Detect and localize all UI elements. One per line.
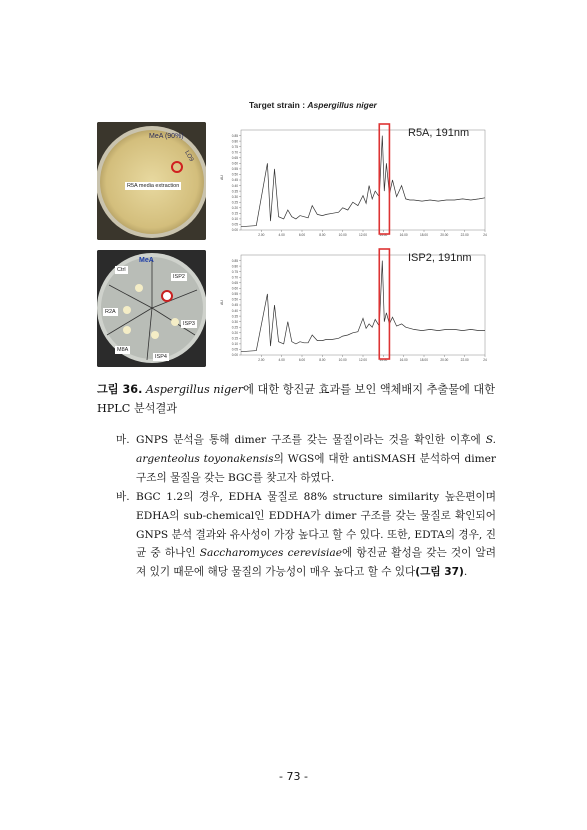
x-tick-label: 6.00 xyxy=(298,358,306,362)
p1-text-1: GNPS 분석을 통해 dimer 구조를 갖는 물질이라는 것을 확인한 이후에 xyxy=(136,434,486,446)
plate2-label-m8a: M8A xyxy=(117,347,129,353)
y-tick-label: 0.75 xyxy=(231,269,238,274)
x-tick-label: 20.00 xyxy=(440,358,449,362)
x-tick-label: 12.00 xyxy=(359,358,367,362)
hplc-chart-r5a-svg xyxy=(215,122,491,242)
y-tick-label: 0.45 xyxy=(231,178,238,183)
y-tick-label: 0.50 xyxy=(231,172,238,177)
x-tick-label: 22.00 xyxy=(460,233,469,237)
hplc-chart-isp2-svg xyxy=(215,247,491,367)
plate2-label-ctrl: Ctrl xyxy=(117,267,126,273)
y-tick-label: 0.70 xyxy=(231,275,238,280)
caption-species: Aspergillus niger xyxy=(145,383,244,396)
highlight-box xyxy=(379,249,389,359)
plot-frame xyxy=(241,130,485,230)
plate1-mark-mea: MeA (90%) xyxy=(149,133,184,140)
x-tick-label: 20.00 xyxy=(440,233,449,237)
petri-dish-r5a-image xyxy=(97,122,206,240)
chart-isp2-label: ISP2, 191nm xyxy=(408,252,472,264)
petri-dish-multi xyxy=(97,250,206,367)
x-tick-label: 12.00 xyxy=(359,233,367,237)
y-tick-label: 0.85 xyxy=(231,133,238,138)
y-tick-label: 0.75 xyxy=(231,144,238,149)
target-strain-title xyxy=(249,100,377,110)
y-tick-label: 0.50 xyxy=(231,297,238,302)
y-tick-label: 0.05 xyxy=(231,347,238,352)
y-tick-label: 0.05 xyxy=(231,222,238,227)
y-tick-label: 0.40 xyxy=(231,308,238,313)
y-tick-label: 0.30 xyxy=(231,194,238,199)
y-tick-label: 0.25 xyxy=(231,200,238,205)
p1-text-2: 의 WGS에 대한 antiSMASH 분석하여 dimer 구조의 물질을 갖는 BGC를 찾고자 하였다. xyxy=(136,452,496,484)
y-tick-label: 0.65 xyxy=(231,280,238,285)
paragraph-body xyxy=(136,431,496,487)
y-tick-label: 0.55 xyxy=(231,167,238,172)
figure-reference: (그림 37) xyxy=(415,566,464,579)
x-tick-label: 10.00 xyxy=(338,358,347,362)
x-tick-label: 16.00 xyxy=(399,358,408,362)
caption-text: 에 대한 항진균 효과를 보인 액체배지 추출물에 대한 HPLC 분석결과 xyxy=(97,383,496,415)
y-tick-label: 0.80 xyxy=(231,264,238,269)
y-tick-label: 0.00 xyxy=(231,228,238,233)
x-tick-label: 24 xyxy=(483,233,487,237)
x-tick-label: 2.00 xyxy=(258,233,265,237)
y-tick-label: 0.55 xyxy=(231,292,238,297)
p2-species: Saccharomyces cerevisiae xyxy=(199,547,342,560)
target-prefix: Target strain : xyxy=(249,100,308,110)
p1-species: S. argenteolus toyonakensis xyxy=(136,434,496,465)
paragraph-ba xyxy=(116,488,496,582)
x-tick-label: 4.00 xyxy=(278,233,285,237)
x-tick-label: 8.00 xyxy=(319,233,326,237)
figure-caption xyxy=(97,380,495,418)
x-tick-label: 14.00 xyxy=(379,233,388,237)
y-tick-label: 0.70 xyxy=(231,150,238,155)
figure-36 xyxy=(97,97,490,367)
target-species: Aspergillus niger xyxy=(307,100,377,110)
paragraph-marker: 마. xyxy=(116,434,130,446)
plate2-label-isp3: ISP3 xyxy=(183,321,195,327)
y-tick-label: 0.45 xyxy=(231,303,238,308)
paragraph-marker: 바. xyxy=(116,491,130,503)
x-tick-label: 2.00 xyxy=(258,358,265,362)
y-axis-label: AU xyxy=(220,175,224,180)
y-tick-label: 0.80 xyxy=(231,139,238,144)
chart-r5a-label: R5A, 191nm xyxy=(408,127,470,139)
plot-frame xyxy=(241,255,485,355)
plate1-mark-code: LO9 xyxy=(183,150,195,163)
caption-label: 그림 36. xyxy=(97,383,143,396)
y-tick-label: 0.10 xyxy=(231,342,238,347)
y-tick-label: 0.35 xyxy=(231,189,238,194)
y-tick-label: 0.35 xyxy=(231,314,238,319)
chromatogram-trace xyxy=(241,261,485,352)
chromatogram-trace xyxy=(241,136,485,227)
y-tick-label: 0.15 xyxy=(231,336,238,341)
plate2-label-r2a: R2A xyxy=(105,309,116,315)
y-tick-label: 0.10 xyxy=(231,217,238,222)
y-tick-label: 0.20 xyxy=(231,205,238,210)
x-tick-label: 8.00 xyxy=(319,358,326,362)
x-tick-label: 18.00 xyxy=(420,358,428,362)
y-tick-label: 0.60 xyxy=(231,161,238,166)
page-number: - 73 - xyxy=(279,770,308,783)
x-tick-label: 16.00 xyxy=(399,233,408,237)
plate2-label-isp2: ISP2 xyxy=(173,274,185,280)
x-tick-label: 24 xyxy=(483,358,487,362)
y-axis-label: AU xyxy=(220,300,224,305)
petri-dish-r5a xyxy=(97,122,206,240)
y-tick-label: 0.00 xyxy=(231,353,238,358)
y-tick-label: 0.60 xyxy=(231,286,238,291)
y-tick-label: 0.85 xyxy=(231,258,238,263)
plate1-media-label: R5A media extraction xyxy=(127,183,180,189)
paragraph-ma xyxy=(116,431,496,487)
x-tick-label: 22.00 xyxy=(460,358,469,362)
x-tick-label: 4.00 xyxy=(278,358,285,362)
p2-end: . xyxy=(463,566,468,579)
p2-text-2: 에 항진균 활성을 갖는 것이 알려져 있기 때문에 해당 물질의 가능성이 매우 높다고 할 수 있다 xyxy=(136,547,496,579)
y-tick-label: 0.65 xyxy=(231,155,238,160)
y-tick-label: 0.15 xyxy=(231,211,238,216)
plate2-label-isp4: ISP4 xyxy=(155,354,167,360)
hplc-chart-r5a xyxy=(215,122,491,242)
x-tick-label: 14.00 xyxy=(379,358,388,362)
paragraph-body xyxy=(136,488,496,582)
y-tick-label: 0.20 xyxy=(231,330,238,335)
y-tick-label: 0.25 xyxy=(231,325,238,330)
hplc-chart-isp2 xyxy=(215,247,491,367)
y-tick-label: 0.30 xyxy=(231,319,238,324)
y-tick-label: 0.40 xyxy=(231,183,238,188)
plate2-mark-mea: MeA xyxy=(139,257,154,264)
x-tick-label: 10.00 xyxy=(338,233,347,237)
p2-text-1: BGC 1.2의 경우, EDHA 물질로 88% structure similarity 높은편이며 EDHA의 sub-chemical인 EDDHA가 dimer 구조를 갖는 물질로 확인되어 GNPS 분석 결과와 유사성이 가장 높다고 할 수 있다. 또한, EDTA의 경우, 진균 중 하나인 xyxy=(136,491,496,560)
x-tick-label: 18.00 xyxy=(420,233,428,237)
x-tick-label: 6.00 xyxy=(298,233,306,237)
